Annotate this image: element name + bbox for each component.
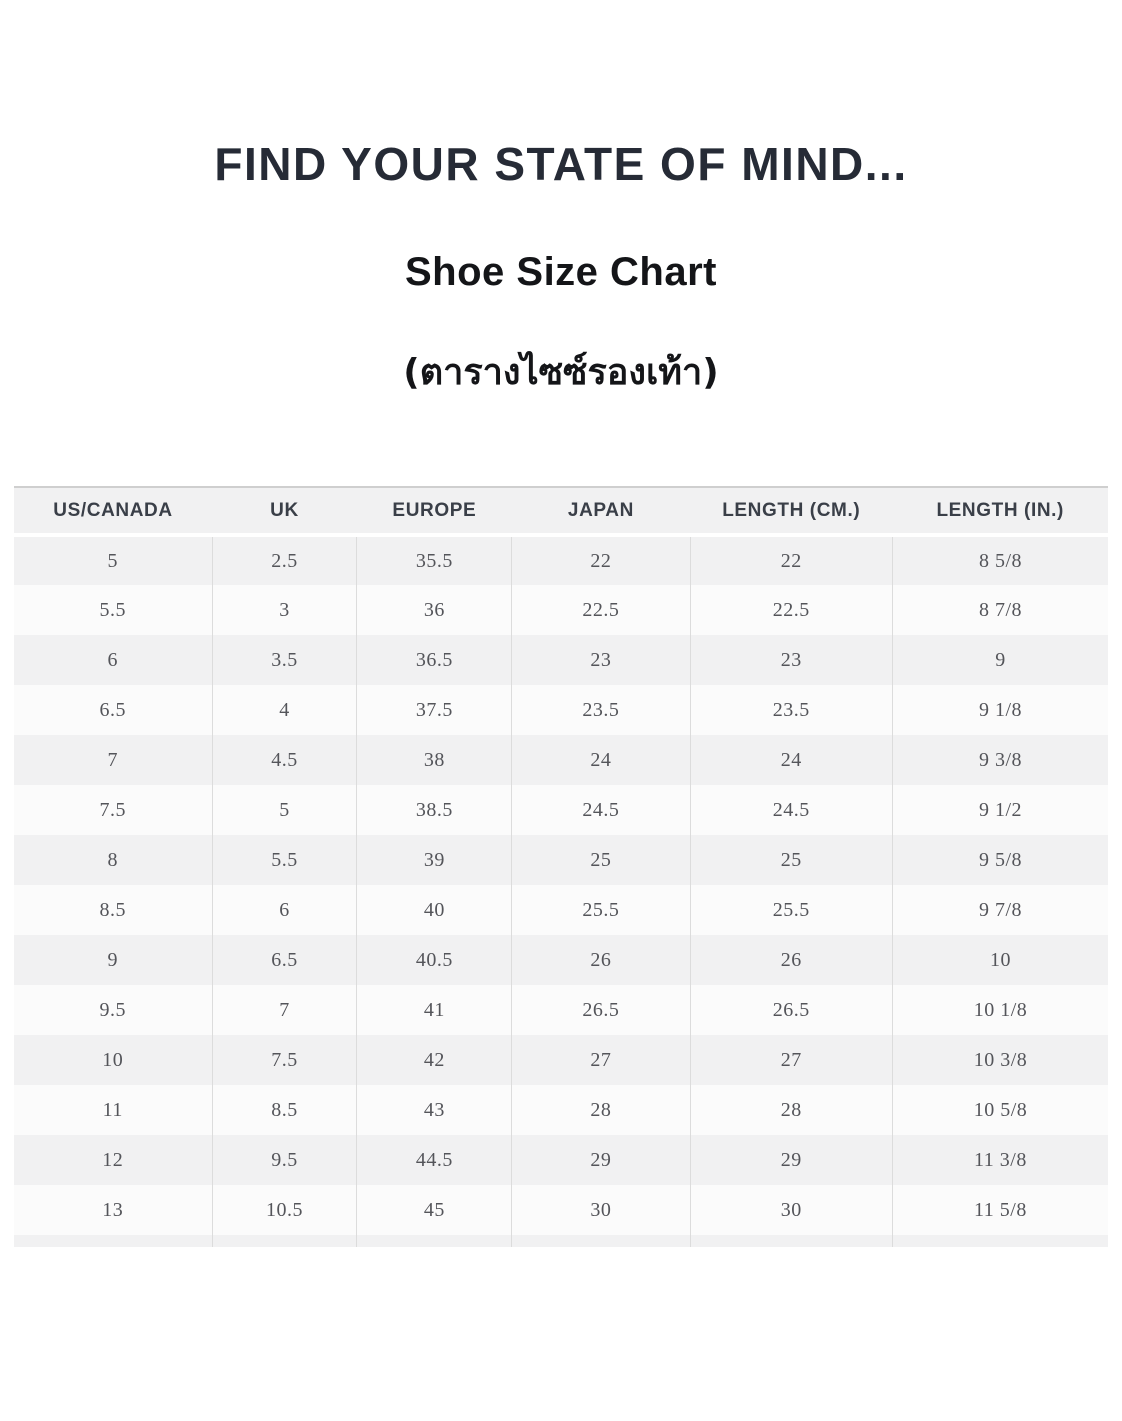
page-subtitle-thai: (ตารางไซซ์รองเท้า) (403, 352, 719, 394)
table-cell: 22 (690, 535, 892, 585)
table-cell: 39 (357, 835, 512, 885)
table-cell: 40.5 (357, 935, 512, 985)
table-cell: 26 (512, 935, 690, 985)
table-row (14, 985, 1108, 1035)
size-table-body (14, 535, 1108, 1247)
table-cell: 25.5 (690, 885, 892, 935)
table-row (14, 785, 1108, 835)
table-row (14, 1185, 1108, 1235)
table-cell: 26.5 (512, 985, 690, 1035)
table-cell: 12 (14, 1135, 212, 1185)
table-cell: 5.5 (212, 835, 357, 885)
column-header: LENGTH (IN.) (892, 487, 1108, 535)
table-bottom-strip-cell (212, 1235, 357, 1247)
table-cell: 8 7/8 (892, 585, 1108, 635)
column-header: JAPAN (512, 487, 690, 535)
table-row (14, 885, 1108, 935)
page-title: FIND YOUR STATE OF MIND... (214, 138, 908, 190)
table-cell: 10 (14, 1035, 212, 1085)
table-cell: 23.5 (690, 685, 892, 735)
table-row (14, 535, 1108, 585)
table-row (14, 1035, 1108, 1085)
table-row (14, 735, 1108, 785)
table-cell: 22.5 (690, 585, 892, 635)
table-cell: 7.5 (14, 785, 212, 835)
table-cell: 7.5 (212, 1035, 357, 1085)
table-cell: 29 (690, 1135, 892, 1185)
table-cell: 9 5/8 (892, 835, 1108, 885)
table-cell: 25 (512, 835, 690, 885)
table-cell: 3.5 (212, 635, 357, 685)
table-cell: 35.5 (357, 535, 512, 585)
table-cell: 38 (357, 735, 512, 785)
table-cell: 28 (512, 1085, 690, 1135)
table-cell: 24 (690, 735, 892, 785)
table-row (14, 1085, 1108, 1135)
table-cell: 5 (14, 535, 212, 585)
table-cell: 6 (14, 635, 212, 685)
table-cell: 6.5 (212, 935, 357, 985)
table-cell: 9 1/8 (892, 685, 1108, 735)
size-chart-container (14, 486, 1108, 1247)
table-cell: 37.5 (357, 685, 512, 735)
table-cell: 9 1/2 (892, 785, 1108, 835)
table-cell: 28 (690, 1085, 892, 1135)
column-header: LENGTH (CM.) (690, 487, 892, 535)
size-chart-table (14, 486, 1108, 1247)
table-cell: 4.5 (212, 735, 357, 785)
table-row (14, 635, 1108, 685)
table-cell: 9 3/8 (892, 735, 1108, 785)
table-cell: 3 (212, 585, 357, 635)
table-cell: 36.5 (357, 635, 512, 685)
table-cell: 9.5 (14, 985, 212, 1035)
table-cell: 41 (357, 985, 512, 1035)
table-cell: 11 5/8 (892, 1185, 1108, 1235)
table-cell: 10 3/8 (892, 1035, 1108, 1085)
table-cell: 30 (690, 1185, 892, 1235)
table-cell: 9 (14, 935, 212, 985)
table-cell: 25 (690, 835, 892, 885)
table-cell: 30 (512, 1185, 690, 1235)
table-cell: 9 7/8 (892, 885, 1108, 935)
table-cell: 2.5 (212, 535, 357, 585)
column-header: US/CANADA (14, 487, 212, 535)
table-bottom-strip-cell (690, 1235, 892, 1247)
table-cell: 11 3/8 (892, 1135, 1108, 1185)
table-cell: 5.5 (14, 585, 212, 635)
table-cell: 11 (14, 1085, 212, 1135)
table-cell: 23 (690, 635, 892, 685)
table-cell: 22.5 (512, 585, 690, 635)
table-row (14, 1135, 1108, 1185)
table-cell: 8.5 (212, 1085, 357, 1135)
table-cell: 44.5 (357, 1135, 512, 1185)
table-cell: 23 (512, 635, 690, 685)
table-cell: 6 (212, 885, 357, 935)
table-cell: 26 (690, 935, 892, 985)
table-bottom-strip-cell (357, 1235, 512, 1247)
table-cell: 24 (512, 735, 690, 785)
table-cell: 23.5 (512, 685, 690, 735)
table-cell: 6.5 (14, 685, 212, 735)
table-cell: 10 (892, 935, 1108, 985)
column-header: EUROPE (357, 487, 512, 535)
table-cell: 10 5/8 (892, 1085, 1108, 1135)
table-cell: 7 (14, 735, 212, 785)
table-cell: 42 (357, 1035, 512, 1085)
table-header-row (14, 487, 1108, 535)
table-cell: 27 (512, 1035, 690, 1085)
table-cell: 36 (357, 585, 512, 635)
table-row (14, 935, 1108, 985)
table-cell: 8.5 (14, 885, 212, 935)
table-cell: 27 (690, 1035, 892, 1085)
table-bottom-strip-cell (892, 1235, 1108, 1247)
table-cell: 22 (512, 535, 690, 585)
table-cell: 25.5 (512, 885, 690, 935)
table-cell: 9 (892, 635, 1108, 685)
table-bottom-strip-cell (512, 1235, 690, 1247)
table-cell: 40 (357, 885, 512, 935)
table-cell: 45 (357, 1185, 512, 1235)
table-row (14, 585, 1108, 635)
table-cell: 10.5 (212, 1185, 357, 1235)
table-cell: 4 (212, 685, 357, 735)
table-row (14, 835, 1108, 885)
page-subtitle: Shoe Size Chart (404, 250, 717, 295)
table-cell: 24.5 (690, 785, 892, 835)
table-cell: 8 5/8 (892, 535, 1108, 585)
table-cell: 26.5 (690, 985, 892, 1035)
table-cell: 29 (512, 1135, 690, 1185)
table-row (14, 685, 1108, 735)
table-bottom-strip (14, 1235, 1108, 1247)
table-cell: 24.5 (512, 785, 690, 835)
table-cell: 43 (357, 1085, 512, 1135)
table-cell: 8 (14, 835, 212, 885)
table-bottom-strip-cell (14, 1235, 212, 1247)
table-cell: 5 (212, 785, 357, 835)
table-cell: 10 1/8 (892, 985, 1108, 1035)
table-cell: 7 (212, 985, 357, 1035)
table-cell: 9.5 (212, 1135, 357, 1185)
table-cell: 13 (14, 1185, 212, 1235)
table-cell: 38.5 (357, 785, 512, 835)
column-header: UK (212, 487, 357, 535)
